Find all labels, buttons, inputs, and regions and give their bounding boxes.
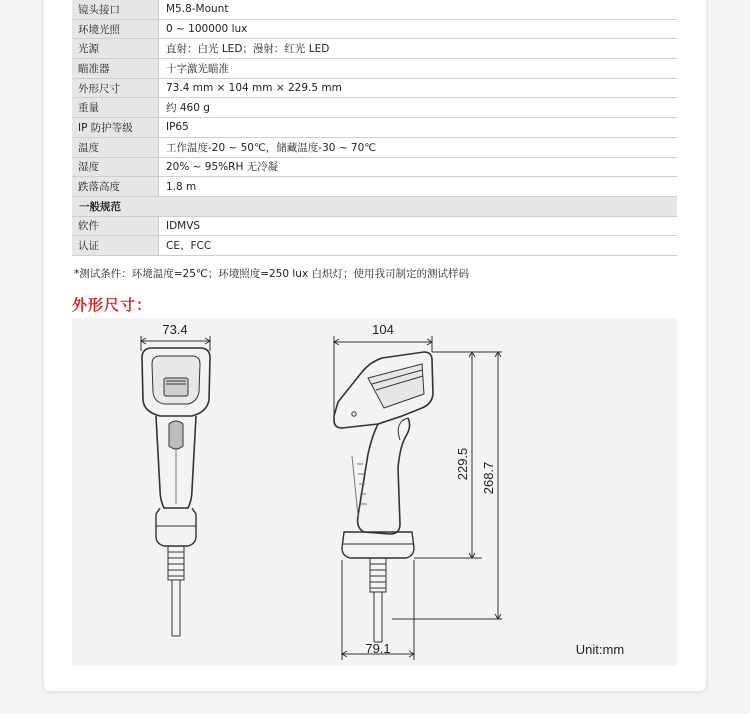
spec-value: 十字激光瞄准 [159,59,678,79]
spec-label: 镜头接口 [72,0,159,19]
table-row [72,19,677,39]
table-row [72,118,677,138]
dimensions-title: 外形尺寸： [72,296,153,314]
body-height-label: 229.5 [455,447,470,481]
table-row [72,216,677,236]
table-row [72,98,677,118]
spec-value: 工作温度-20 ~ 50℃，储藏温度-30 ~ 70℃ [159,137,678,157]
base-width-label: 79.1 [365,641,391,656]
spec-value: 73.4 mm × 104 mm × 229.5 mm [159,78,678,98]
table-row [72,236,677,256]
spec-label: 软件 [72,216,159,236]
spec-value: 0 ~ 100000 lux [159,19,678,39]
spec-value: CE、FCC [159,236,678,256]
spec-value: IP65 [159,118,678,138]
section-header-row [72,196,677,216]
scanner-side-view [334,336,502,660]
total-height-label: 268.7 [481,461,496,495]
spec-label: 环境光照 [72,19,159,39]
front-width-label: 73.4 [162,322,188,337]
table-row [72,137,677,157]
scanner-front-view [141,336,210,636]
table-row [72,39,677,59]
spec-value: IDMVS [159,216,678,236]
spec-label: 光源 [72,39,159,59]
spec-label: 湿度 [72,157,159,177]
spec-label: 重量 [72,98,159,118]
spec-label: 瞄准器 [72,59,159,79]
table-row [72,78,677,98]
table-row [72,157,677,177]
spec-value: 1.8 m [159,177,678,197]
section-title: 一般规范 [72,196,677,216]
side-depth-label: 104 [372,322,394,337]
spec-label: IP 防护等级 [72,118,159,138]
table-row [72,177,677,197]
table-row [72,0,677,19]
dimension-drawing [72,318,677,666]
spec-value: 20% ~ 95%RH 无冷凝 [159,157,678,177]
test-conditions-note: *测试条件：环境温度=25℃；环境照度=250 lux 白炽灯；使用我司制定的测试样码 [74,268,469,280]
spec-label: 外形尺寸 [72,78,159,98]
spec-table [72,0,677,256]
scanner-drawing-svg [72,318,677,666]
spec-value: 约 460 g [159,98,678,118]
spec-label: 认证 [72,236,159,256]
table-row [72,59,677,79]
unit-label: Unit:mm [575,642,625,657]
spec-label: 温度 [72,137,159,157]
spec-label: 跌落高度 [72,177,159,197]
spec-value: 直射：白光 LED；漫射：红光 LED [159,39,678,59]
spec-value: M5.8-Mount [159,0,678,19]
